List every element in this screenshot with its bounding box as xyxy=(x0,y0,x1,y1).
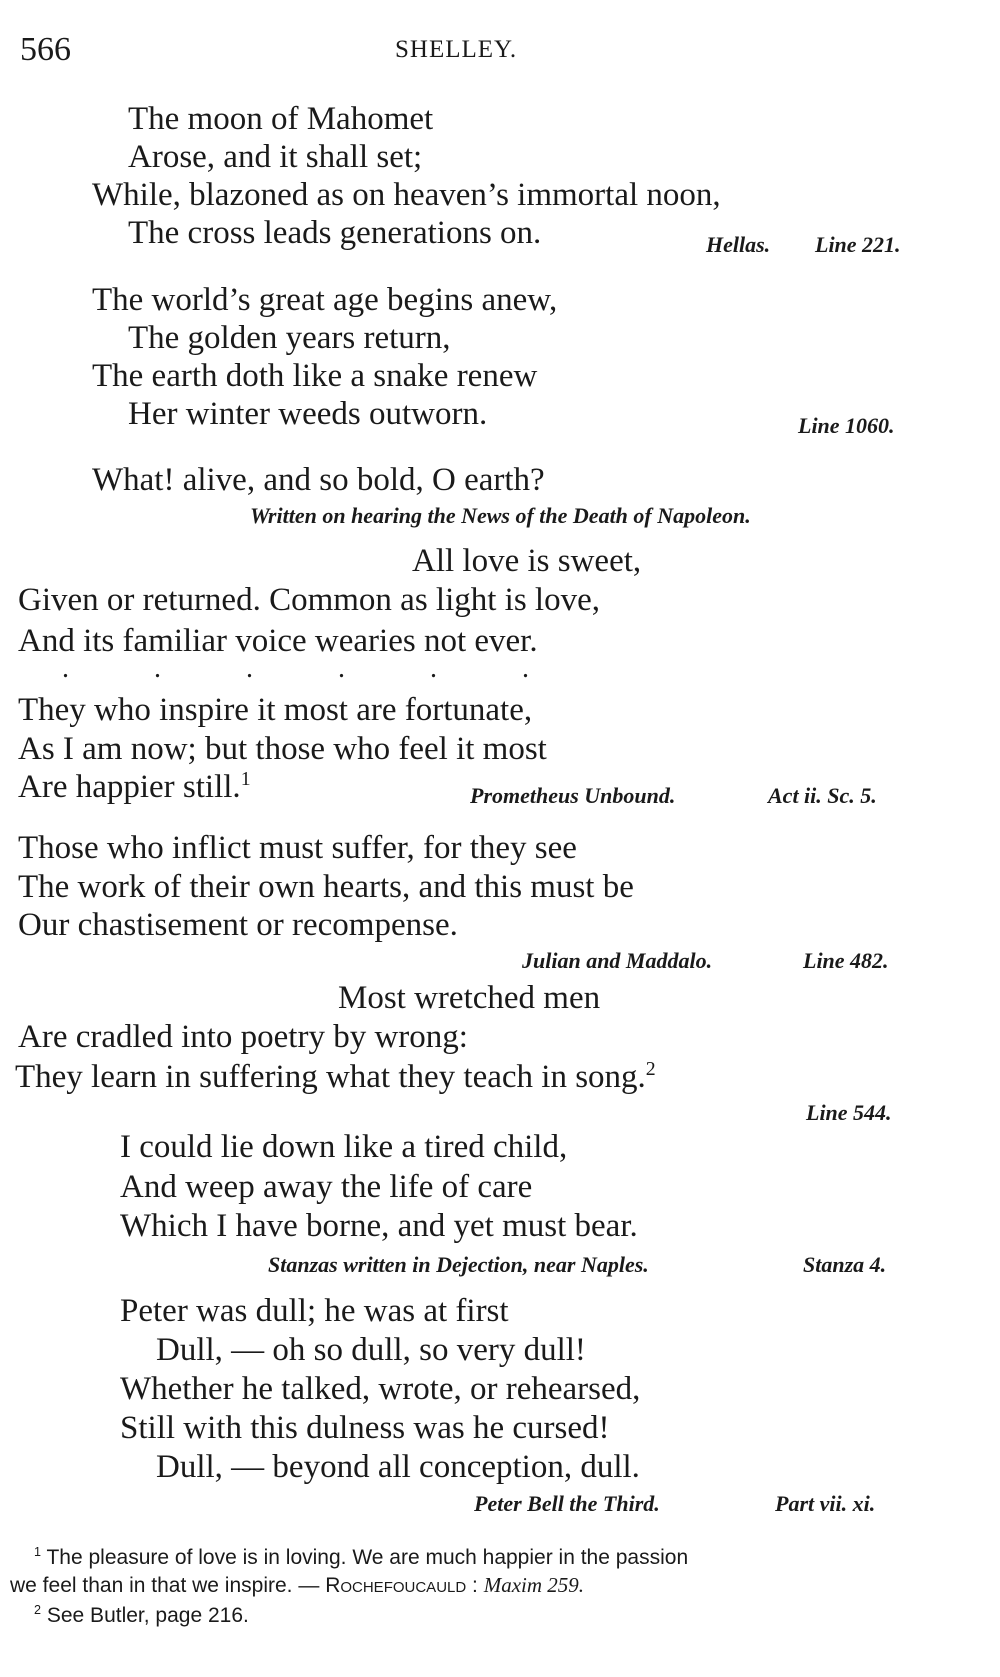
verse-line: Given or returned. Common as light is love, xyxy=(18,582,600,618)
page-number: 566 xyxy=(20,31,71,68)
verse-line: Arose, and it shall set; xyxy=(128,139,423,175)
verse-text: Are happier still. xyxy=(18,769,241,805)
citation-line: Line 482. xyxy=(803,948,889,973)
ellipsis-row: . . . . . . xyxy=(62,653,529,684)
citation-work: Peter Bell the Third. xyxy=(474,1491,660,1516)
verse-line: Dull, — oh so dull, so very dull! xyxy=(156,1332,586,1368)
verse-line: And weep away the life of care xyxy=(120,1169,533,1205)
footnote-ref: 1 xyxy=(240,768,251,790)
citation-work: Stanzas written in Dejection, near Naples. xyxy=(268,1252,649,1277)
verse-line: Are cradled into poetry by wrong: xyxy=(18,1019,468,1055)
verse-line: I could lie down like a tired child, xyxy=(120,1129,568,1165)
verse-line xyxy=(15,1058,656,1095)
citation-work: Written on hearing the News of the Death of Napoleon. xyxy=(250,503,751,528)
verse-line: Our chastisement or recompense. xyxy=(18,907,458,943)
verse-text: They learn in suffering what they teach in song. xyxy=(15,1059,646,1095)
verse-line: Whether he talked, wrote, or rehearsed, xyxy=(120,1371,641,1407)
verse-line xyxy=(18,768,251,805)
verse-line: The cross leads generations on. xyxy=(128,215,542,251)
verse-line: Her winter weeds outworn. xyxy=(128,396,488,432)
footnote-source: Maxim 259. xyxy=(483,1573,585,1597)
verse-line: Dull, — beyond all conception, dull. xyxy=(156,1449,640,1485)
footnote-1-line-2 xyxy=(10,1575,584,1596)
running-head: SHELLEY. xyxy=(395,36,518,63)
citation-line: Line 544. xyxy=(806,1100,892,1125)
footnote-text: The pleasure of love is in loving. We are much happier in the passion xyxy=(46,1546,689,1569)
footnote-text: we feel than in that we inspire. — xyxy=(10,1574,320,1597)
verse-line: They who inspire it most are fortunate, xyxy=(18,692,533,728)
verse-line: And its familiar voice wearies not ever. xyxy=(18,623,538,659)
footnote-marker: 1 xyxy=(34,1545,42,1559)
footnote-text: : xyxy=(472,1574,478,1597)
citation-work: Hellas. xyxy=(706,232,771,257)
citation-work: Julian and Maddalo. xyxy=(522,948,713,973)
verse-line: As I am now; but those who feel it most xyxy=(18,731,547,767)
citation-line: Line 221. xyxy=(815,232,901,257)
verse-line: Most wretched men xyxy=(338,980,601,1016)
verse-line: The earth doth like a snake renew xyxy=(92,358,538,394)
verse-line: Still with this dulness was he cursed! xyxy=(120,1410,610,1446)
citation-line: Line 1060. xyxy=(798,413,895,438)
verse-line: All love is sweet, xyxy=(412,543,642,579)
citation-line: Stanza 4. xyxy=(803,1252,887,1277)
verse-line: Peter was dull; he was at first xyxy=(120,1293,509,1329)
verse-line: The world’s great age begins anew, xyxy=(92,282,558,318)
footnote-marker: 2 xyxy=(34,1603,42,1617)
verse-line: The work of their own hearts, and this must be xyxy=(18,869,634,905)
citation-line: Act ii. Sc. 5. xyxy=(768,783,877,808)
verse-line: What! alive, and so bold, O earth? xyxy=(92,462,545,498)
footnote-author: Rochefoucauld xyxy=(325,1574,467,1597)
citation-line: Part vii. xi. xyxy=(775,1491,876,1516)
verse-line: The golden years return, xyxy=(128,320,451,356)
verse-line: Those who inflict must suffer, for they see xyxy=(18,830,577,866)
footnote-1-line-1 xyxy=(34,1547,688,1568)
verse-line: The moon of Mahomet xyxy=(128,101,434,137)
citation-work: Prometheus Unbound. xyxy=(470,783,676,808)
verse-line: While, blazoned as on heaven’s immortal noon, xyxy=(92,177,721,213)
verse-line: Which I have borne, and yet must bear. xyxy=(120,1208,638,1244)
footnote-ref: 2 xyxy=(645,1058,656,1080)
footnote-text: See Butler, page 216. xyxy=(46,1604,249,1627)
footnote-2 xyxy=(34,1605,249,1626)
